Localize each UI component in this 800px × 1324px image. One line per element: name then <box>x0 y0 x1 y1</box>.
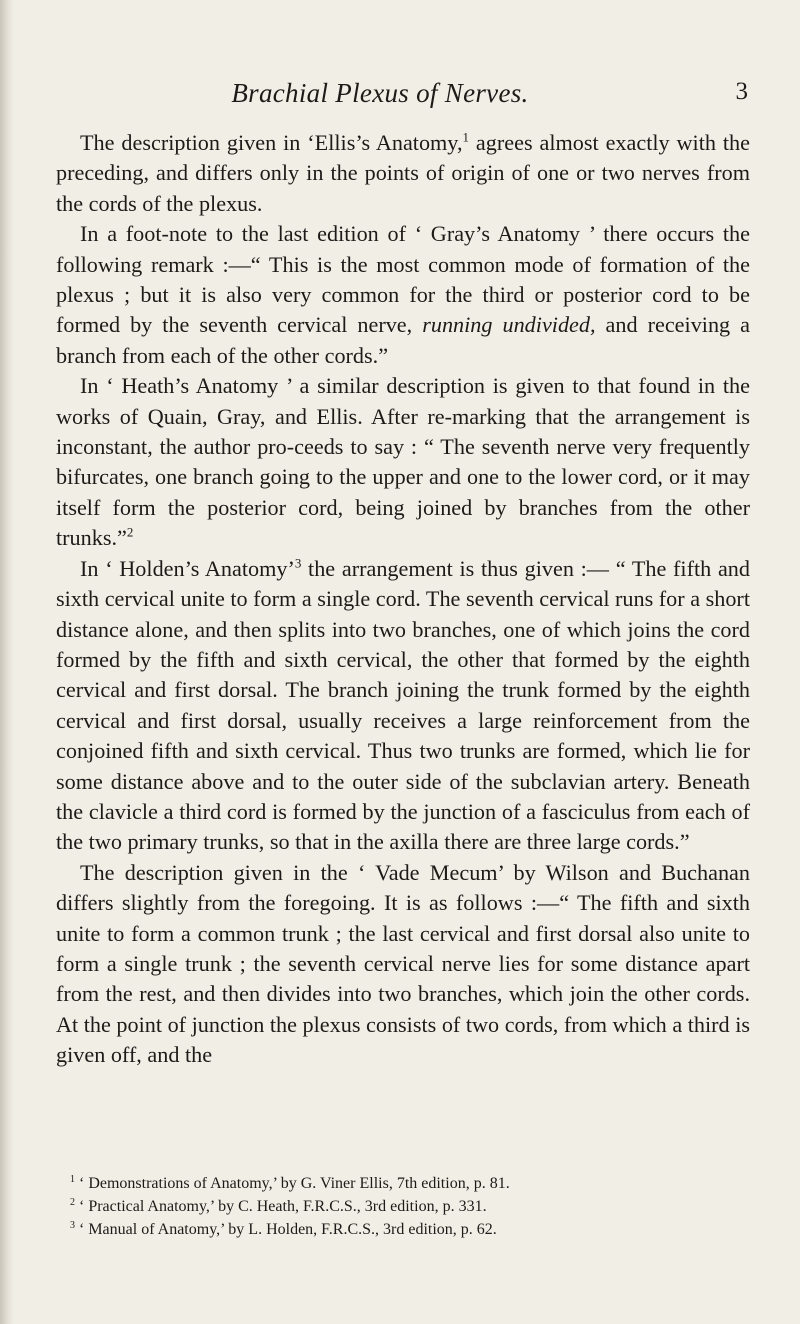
page-header <box>0 78 800 114</box>
paragraph-ellis: The description given in ‘Ellis’s Anatomy,$^1$ agrees almost exactly with the preceding, and differs only in the points of origin of one or two nerves from the cords of the plexus. <box>56 129 750 216</box>
page-number: 3 <box>735 78 748 105</box>
footnote-3: $^3$ ‘ Manual of Anatomy,’ by L. Holden, F.R.C.S., 3rd edition, p. 62. <box>70 1219 497 1238</box>
paragraph-heath: In ‘ Heath’s Anatomy ’ a similar description is given to that found in the works of Quain, Gray, and Ellis. After re-marking that the arrangement is inconstant, the author pro-ceeds to say : “ The seventh nerve very frequently bifurcates, one branch going to the upper and one to the lower cord, or it may itself form the posterior cord, being joined by branches from the other trunks.”$^2$ <box>56 373 750 551</box>
footnote-ref-2: 2 <box>126 524 134 540</box>
footnote-2: $^2$ ‘ Practical Anatomy,’ by C. Heath, F.R.C.S., 3rd edition, p. 331. <box>70 1196 487 1215</box>
paragraph-holden: In ‘ Holden’s Anatomy’$^3$ the arrangement is thus given :— “ The fifth and sixth cervical unite to form a single cord. The seventh cervical runs for a short distance alone, and then splits into two branches, one of which joins the cord formed by the fifth and sixth cervical, the other that formed by the eighth cervical and first dorsal. The branch joining the trunk formed by the eighth cervical and first dorsal, usually receives a large reinforcement from the conjoined fifth and sixth cervical. Thus two trunks are formed, which lie for some distance above and to the outer side of the subclavian artery. Beneath the clavicle a third cord is formed by the junction of a fasciculus from each of the two primary trunks, so that in the axilla there are three large cords.” <box>56 555 750 855</box>
footnote-1: $^1$ ‘ Demonstrations of Anatomy,’ by G. Viner Ellis, 7th edition, p. 81. <box>70 1173 510 1192</box>
paragraph-gray: In a foot-note to the last edition of ‘ Gray’s Anatomy ’ there occurs the following remark :—“ This is the most common mode of formation of the plexus ; but it is also very common for the third or posterior cord to be formed by the seventh cervical nerve, running undivided, and receiving a branch from each of the other cords.” <box>56 221 750 368</box>
footnote-ref-1: 1 <box>462 129 470 145</box>
footnotes <box>56 1172 750 1241</box>
footnote-ref-3: 3 <box>294 555 302 571</box>
running-title: Brachial Plexus of Nerves. <box>231 78 529 108</box>
page-binding-shadow <box>0 0 14 1324</box>
paragraph-vade-mecum: The description given in the ‘ Vade Mecum’ by Wilson and Buchanan differs slightly from the foregoing. It is as follows :—“ The fifth and sixth unite to form a common trunk ; the last cervical and first dorsal also unite to form a single trunk ; the seventh cervical nerve lies for some distance apart from the rest, and then divides into two branches, which join the other cords. At the point of junction the plexus consists of two cords, from which a third is given off, and the <box>56 859 750 1068</box>
body-text <box>56 128 750 1071</box>
